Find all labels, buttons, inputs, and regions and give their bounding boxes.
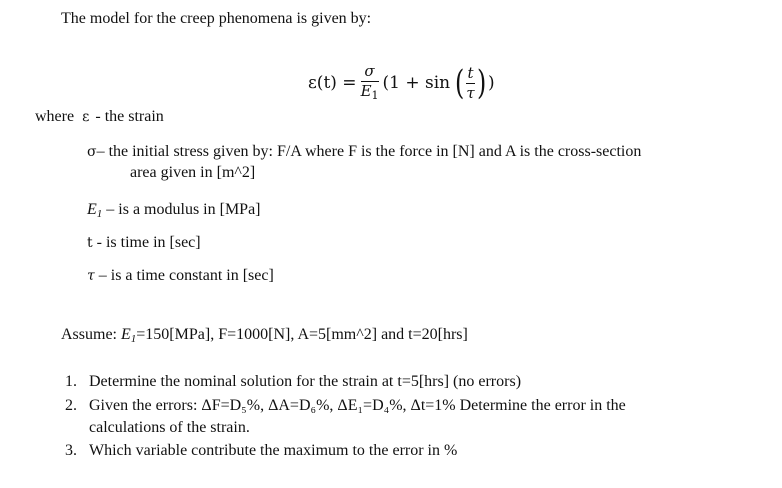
question-3-number: 3. (65, 442, 77, 459)
e1-symbol: E (87, 201, 97, 218)
formula-paren-close: ) (487, 73, 495, 93)
formula-inner-numerator: t (467, 63, 474, 82)
question-3-text: Which variable contribute the maximum to the error in % (89, 442, 458, 459)
formula-main-fraction (361, 63, 379, 104)
formula-numerator: σ (364, 61, 375, 80)
t-symbol: t (87, 235, 93, 251)
assume-values: =150[MPa], F=1000[N], A=5[mm^2] and t=20[hrs] (136, 326, 468, 343)
assume-lead: Assume: (61, 326, 117, 343)
t-definition (87, 234, 201, 252)
intro-text: The model for the creep phenomena is given by: (61, 10, 372, 27)
strain-symbol: ε (82, 109, 90, 125)
sigma-symbol: σ (87, 144, 97, 160)
tau-definition (87, 267, 274, 285)
where-line (35, 108, 164, 126)
sigma-definition-cont: area given in [m^2] (130, 164, 256, 181)
e1-description: – is a modulus in [MPa] (106, 201, 261, 218)
question-2-text: Given the errors: ΔF=D₅%, ΔA=D₆%, ΔE₁=D₄%, Δt=1% Determine the error in the (89, 397, 626, 414)
e1-definition: E1 – is a modulus in [MPa] (87, 201, 261, 220)
formula-paren-open: (1 + sin (382, 73, 451, 93)
formula-inner-fraction (466, 65, 474, 102)
sigma-description: – the initial stress given by: F/A where F is the force in [N] and A is the cross-section (96, 143, 642, 160)
t-description: - is time in [sec] (96, 234, 201, 251)
creep-formula: ε(t) = $\frac{\sigma}{E_1}$ (1 + sin ( $\frac{t}{\tau}$ ) ) (308, 61, 495, 103)
question-1-text: Determine the nominal solution for the strain at t=5[hrs] (no errors) (89, 373, 522, 390)
strain-description: - the strain (95, 108, 164, 125)
tau-symbol: τ (87, 268, 95, 284)
question-2-number: 2. (65, 397, 77, 414)
tau-description: – is a time constant in [sec] (98, 267, 274, 284)
where-lead: where (35, 108, 75, 125)
assume-line: Assume: E1=150[MPa], F=1000[N], A=5[mm^2] and t=20[hrs] (61, 326, 468, 345)
formula-denominator: $E_1$ (360, 81, 379, 102)
question-1-number: 1. (65, 373, 77, 390)
assume-e1-symbol: E (121, 326, 131, 343)
formula-inner-denominator: τ (466, 83, 475, 102)
sigma-definition (87, 143, 641, 161)
question-2-text-cont: calculations of the strain. (89, 419, 250, 436)
formula-lhs: ε(t) = (308, 73, 357, 93)
